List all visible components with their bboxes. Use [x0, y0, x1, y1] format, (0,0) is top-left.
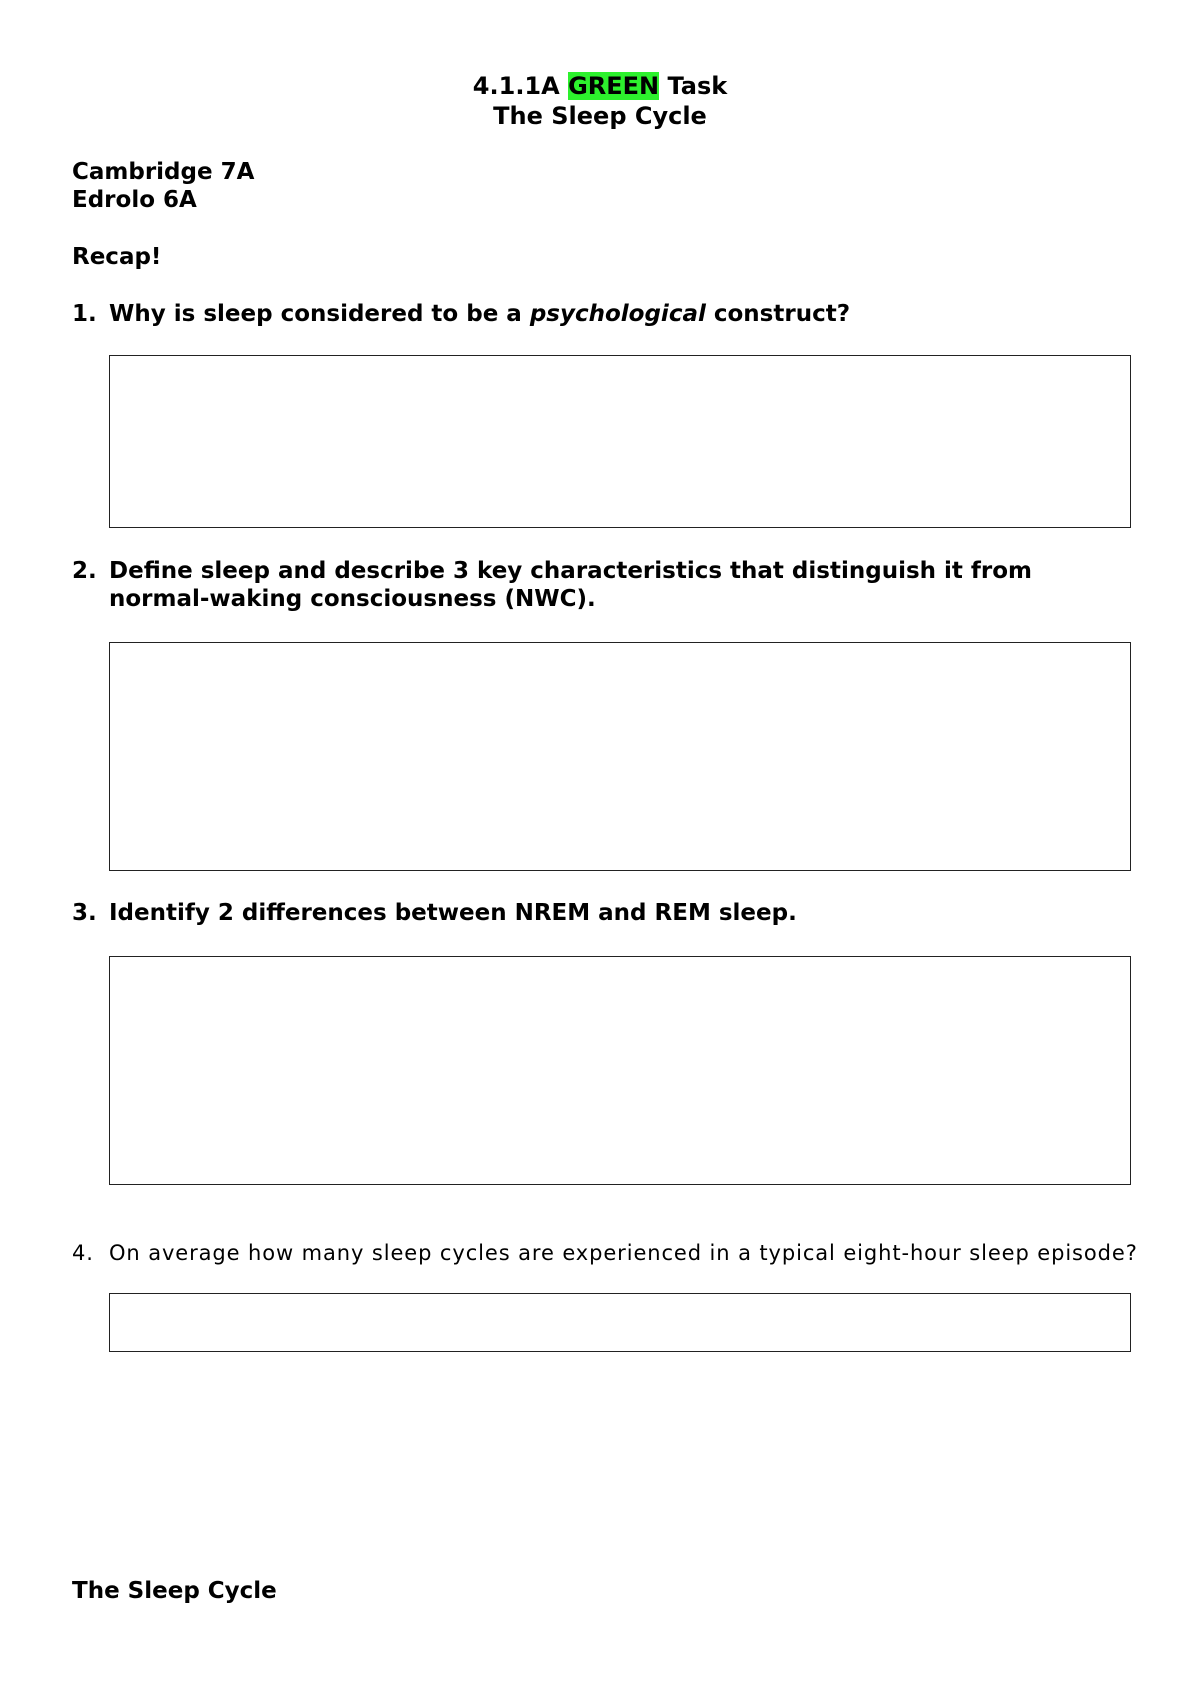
- task-word: Task: [667, 72, 728, 100]
- reference-edrolo: Edrolo 6A: [72, 187, 197, 213]
- task-code: 4.1.1A: [472, 72, 560, 100]
- answer-box-3[interactable]: [109, 956, 1131, 1185]
- question-4-text: On average how many sleep cycles are experienced in a typical eight-hour sleep episode?: [109, 1241, 1138, 1265]
- question-1-text: Why is sleep considered to be a psychological construct?: [109, 301, 851, 327]
- answer-box-4[interactable]: [109, 1293, 1131, 1352]
- question-2-text: Define sleep and describe 3 key characteristics that distinguish it from normal-waking consciousness (NWC).: [109, 558, 1033, 612]
- question-3-text: Identify 2 differences between NREM and REM sleep.: [109, 900, 797, 926]
- question-1-emphasis: psychological: [529, 301, 706, 327]
- answer-box-2[interactable]: [109, 642, 1131, 871]
- reference-cambridge: Cambridge 7A: [72, 159, 255, 185]
- question-4-number: 4.: [72, 1241, 94, 1265]
- task-title: [0, 71, 1200, 101]
- level-badge: GREEN: [568, 72, 660, 100]
- answer-box-1[interactable]: [109, 355, 1131, 528]
- section-heading-sleep-cycle: The Sleep Cycle: [72, 1578, 277, 1604]
- task-subtitle: The Sleep Cycle: [493, 102, 707, 130]
- question-3-number: 3.: [72, 900, 97, 926]
- question-1-number: 1.: [72, 301, 97, 327]
- question-2-number: 2.: [72, 558, 97, 584]
- recap-heading: Recap!: [72, 244, 162, 270]
